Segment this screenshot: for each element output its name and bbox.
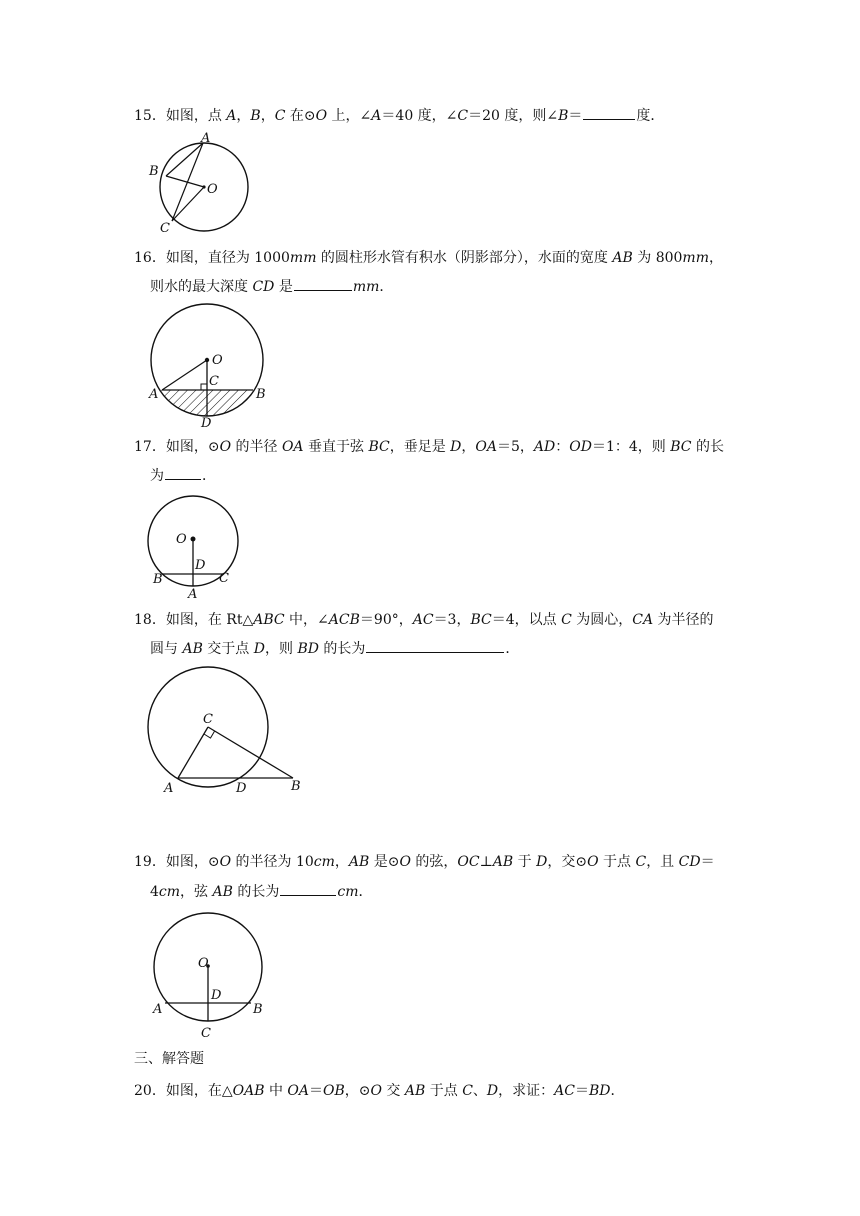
label-C: C <box>160 221 170 236</box>
label-O: O <box>176 532 187 547</box>
answer-blank[interactable] <box>294 276 352 291</box>
label-B: B <box>153 572 163 587</box>
problem-16-text-line2: 则水的最大深度 CD 是 mm． <box>150 276 393 297</box>
answer-blank[interactable] <box>366 638 504 653</box>
label-A: A <box>149 387 159 402</box>
figure-18 <box>140 668 315 798</box>
answer-blank[interactable] <box>583 105 635 120</box>
label-D: D <box>201 416 212 431</box>
answer-blank[interactable] <box>165 465 201 480</box>
label-C: C <box>203 712 213 727</box>
figure-17 <box>145 495 245 600</box>
problem-16-text-line1: 16．如图，直径为 1000mm 的圆柱形水管有积水（阴影部分），水面的宽度 AB 为 800mm， <box>134 250 723 266</box>
label-C: C <box>209 374 219 389</box>
problem-15-text: 15．如图，点 A，B，C 在⊙O 上，∠A＝40 度，∠C＝20 度，则∠B＝ 度． <box>134 105 664 126</box>
label-D: D <box>211 988 222 1003</box>
problem-18-text-line1: 18．如图，在 Rt△ABC 中，∠ACB＝90°，AC＝3，BC＝4，以点 C 为圆心，CA 为半径的 <box>134 612 714 628</box>
label-A: A <box>153 1002 163 1017</box>
label-B: B <box>253 1002 263 1017</box>
answer-blank[interactable] <box>280 881 336 896</box>
figure-16 <box>145 305 275 430</box>
label-O: O <box>212 353 223 368</box>
problem-17-text-line1: 17．如图，⊙O 的半径 OA 垂直于弦 BC，垂足是 D，OA＝5，AD：OD＝1：4，则 BC 的长 <box>134 439 724 455</box>
figure-15 <box>140 132 260 237</box>
label-B: B <box>256 387 266 402</box>
label-B: B <box>149 164 159 179</box>
label-A: A <box>188 587 198 602</box>
problem-17-text-line2: 为 ． <box>150 465 216 486</box>
label-C: C <box>201 1026 211 1041</box>
label-B: B <box>291 779 301 794</box>
section-heading: 三、解答题 <box>134 1051 204 1067</box>
label-D: D <box>236 781 247 796</box>
problem-19-text-line1: 19．如图，⊙O 的半径为 10cm，AB 是⊙O 的弦，OC⊥AB 于 D，交⊙O 于点 C，且 CD＝ <box>134 854 715 870</box>
label-A: A <box>164 781 174 796</box>
problem-18-text-line2: 圆与 AB 交于点 D，则 BD 的长为 ． <box>150 638 519 659</box>
label-A: A <box>201 131 211 146</box>
figure-19 <box>145 912 270 1042</box>
label-D: D <box>195 558 206 573</box>
label-C: C <box>219 571 229 586</box>
problem-20-text: 20．如图，在△OAB 中 OA＝OB，⊙O 交 AB 于点 C、D，求证：AC＝BD． <box>134 1083 625 1099</box>
label-O: O <box>198 956 209 971</box>
label-O: O <box>207 182 218 197</box>
problem-19-text-line2: 4cm，弦 AB 的长为 cm． <box>150 881 372 902</box>
